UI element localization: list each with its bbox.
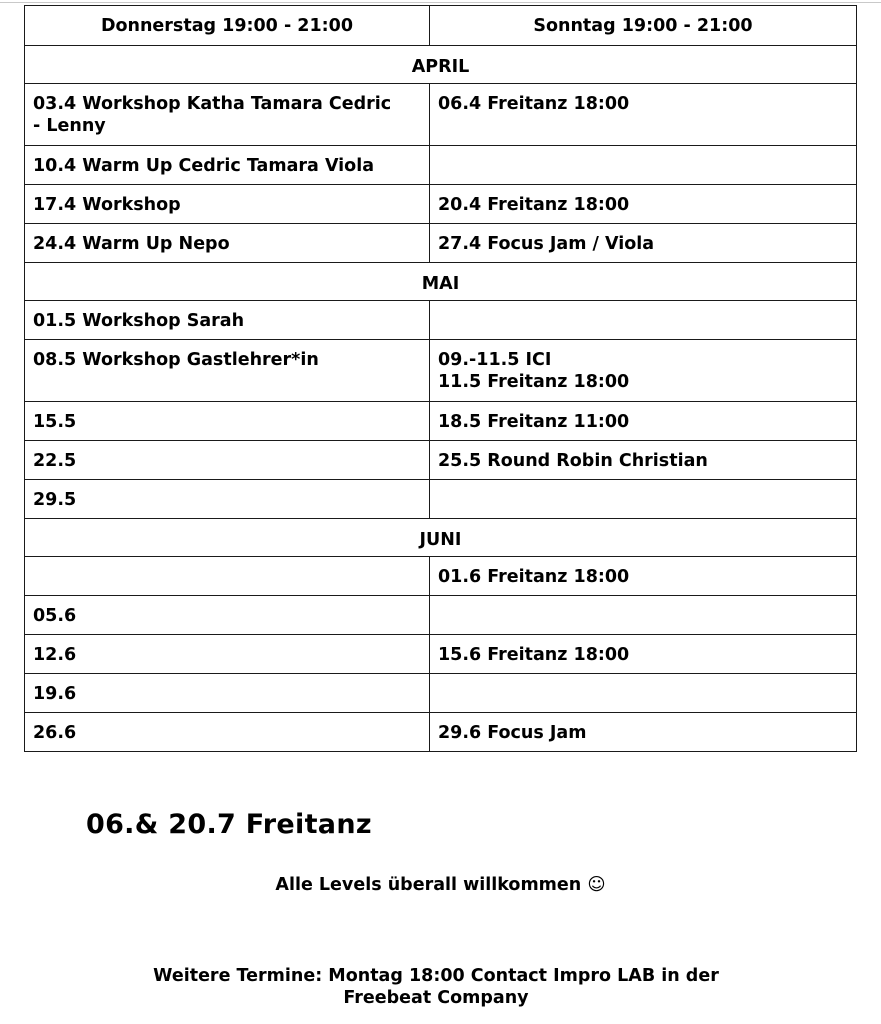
sunday-cell xyxy=(430,713,857,752)
thursday-cell xyxy=(25,480,430,519)
table-row xyxy=(25,480,857,519)
sunday-cell xyxy=(430,84,857,146)
cell-text: 10.4 Warm Up Cedric Tamara Viola xyxy=(33,156,375,176)
sunday-cell xyxy=(430,596,857,635)
thursday-cell xyxy=(25,185,430,224)
thursday-cell xyxy=(25,557,430,596)
month-label: MAI xyxy=(25,263,857,301)
sunday-cell xyxy=(430,441,857,480)
thursday-header: Donnerstag 19:00 - 21:00 xyxy=(25,6,430,46)
table-row xyxy=(25,441,857,480)
month-label: JUNI xyxy=(25,519,857,557)
july-freitanz: 06.& 20.7 Freitanz xyxy=(86,809,372,840)
sunday-cell xyxy=(430,301,857,340)
cell-text xyxy=(25,557,429,572)
sunday-cell xyxy=(430,224,857,263)
cell-text: 20.4 Freitanz 18:00 xyxy=(438,195,630,215)
cell-text: 15.6 Freitanz 18:00 xyxy=(438,645,630,665)
more-dates-note: Weitere Termine: Montag 18:00 Contact Impro LAB in der Freebeat Company xyxy=(153,966,719,1008)
table-row xyxy=(25,146,857,185)
table-row xyxy=(25,596,857,635)
thursday-cell xyxy=(25,596,430,635)
cell-text: 26.6 xyxy=(33,723,77,743)
thursday-cell xyxy=(25,441,430,480)
top-divider xyxy=(0,2,881,3)
month-row-april xyxy=(25,46,857,84)
cell-text xyxy=(430,146,856,161)
cell-text: 25.5 Round Robin Christian xyxy=(438,451,708,471)
sunday-cell xyxy=(430,402,857,441)
cell-text xyxy=(430,301,856,316)
month-row-juni xyxy=(25,519,857,557)
cell-text: 01.6 Freitanz 18:00 xyxy=(438,567,630,587)
cell-text: 24.4 Warm Up Nepo xyxy=(33,234,230,254)
cell-text: 06.4 Freitanz 18:00 xyxy=(438,94,630,114)
thursday-cell xyxy=(25,635,430,674)
cell-text: 17.4 Workshop xyxy=(33,195,181,215)
table-row xyxy=(25,84,857,146)
sunday-cell xyxy=(430,185,857,224)
cell-text: 22.5 xyxy=(33,451,77,471)
sunday-cell xyxy=(430,674,857,713)
cell-text xyxy=(430,674,856,689)
cell-text: 01.5 Workshop Sarah xyxy=(33,311,245,331)
cell-text: 18.5 Freitanz 11:00 xyxy=(438,412,630,432)
cell-text: 05.6 xyxy=(33,606,77,626)
cell-text: 15.5 xyxy=(33,412,77,432)
thursday-cell xyxy=(25,340,430,402)
table-row xyxy=(25,340,857,402)
table-row xyxy=(25,674,857,713)
cell-text: 03.4 Workshop Katha Tamara Cedric - Lenny xyxy=(33,94,392,136)
thursday-cell xyxy=(25,713,430,752)
thursday-cell xyxy=(25,84,430,146)
cell-text: 29.6 Focus Jam xyxy=(438,723,587,743)
thursday-cell xyxy=(25,301,430,340)
cell-text: 08.5 Workshop Gastlehrer*in xyxy=(33,350,319,370)
sunday-cell xyxy=(430,480,857,519)
table-row xyxy=(25,402,857,441)
header-row xyxy=(25,6,857,46)
table-row xyxy=(25,557,857,596)
sunday-cell xyxy=(430,635,857,674)
schedule-table xyxy=(24,5,857,752)
table-row xyxy=(25,713,857,752)
table-row xyxy=(25,224,857,263)
cell-text: 12.6 xyxy=(33,645,77,665)
table-row xyxy=(25,635,857,674)
cell-text: 09.-11.5 ICI 11.5 Freitanz 18:00 xyxy=(438,350,630,392)
sunday-cell xyxy=(430,340,857,402)
month-row-mai xyxy=(25,263,857,301)
thursday-cell xyxy=(25,224,430,263)
cell-text: 29.5 xyxy=(33,490,77,510)
month-label: APRIL xyxy=(25,46,857,84)
cell-text xyxy=(430,596,856,611)
thursday-cell xyxy=(25,674,430,713)
table-row xyxy=(25,301,857,340)
sunday-cell xyxy=(430,557,857,596)
thursday-cell xyxy=(25,402,430,441)
table-row xyxy=(25,185,857,224)
schedule-body xyxy=(25,46,857,752)
sunday-header: Sonntag 19:00 - 21:00 xyxy=(430,6,857,46)
welcome-note: Alle Levels überall willkommen ☺ xyxy=(275,875,606,895)
cell-text: 19.6 xyxy=(33,684,77,704)
sunday-cell xyxy=(430,146,857,185)
thursday-cell xyxy=(25,146,430,185)
cell-text xyxy=(430,480,856,495)
cell-text: 27.4 Focus Jam / Viola xyxy=(438,234,655,254)
